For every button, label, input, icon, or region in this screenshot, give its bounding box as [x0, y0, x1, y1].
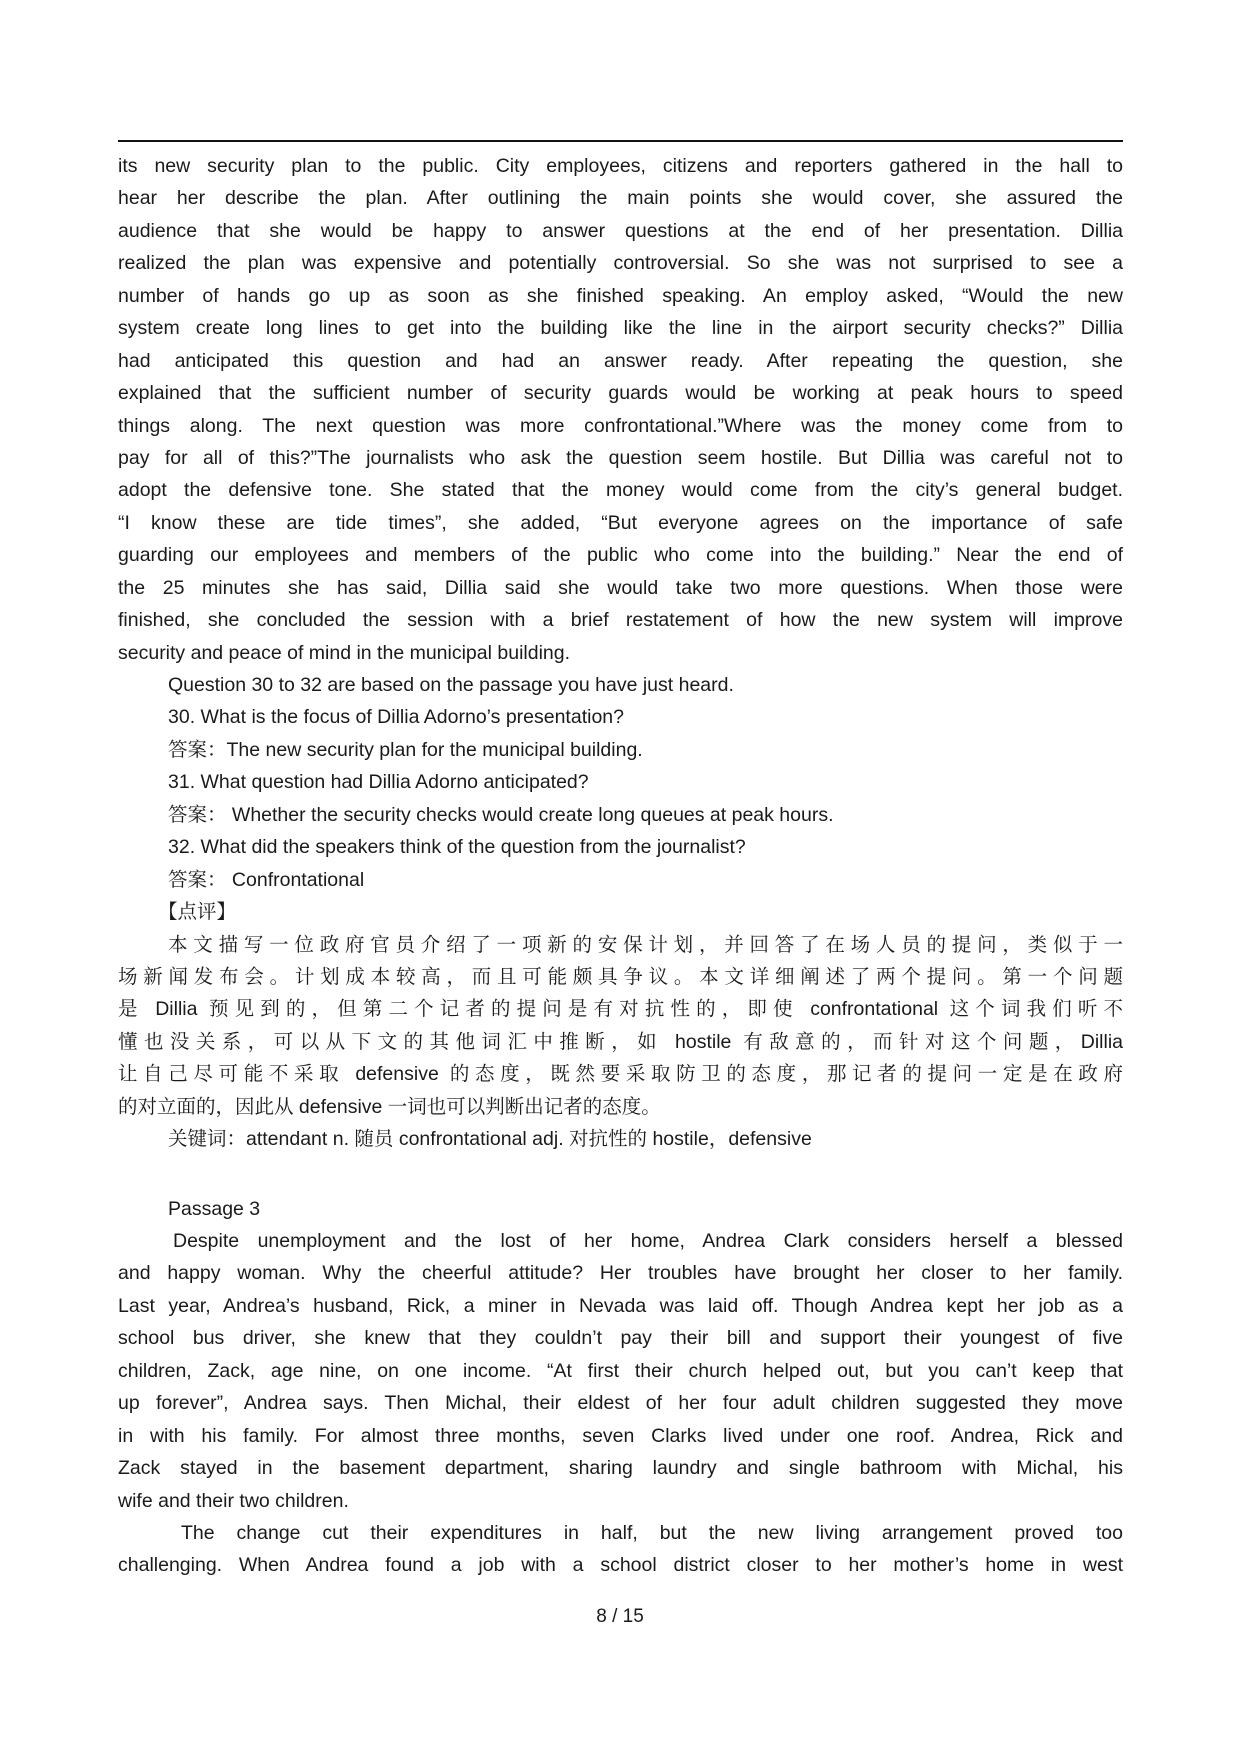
text-line: the 25 minutes she has said, Dillia said she would take two more questions. When those were: [118, 576, 1123, 599]
text-line: The change cut their expenditures in half, but the new living arrangement proved too: [181, 1521, 1123, 1544]
spacer: [118, 1156, 1123, 1193]
text-line: things along. The next question was more confrontational.”Where was the money come from to: [118, 414, 1123, 437]
text-line: realized the plan was expensive and potentially controversial. So she was not surprised to see a: [118, 252, 1123, 275]
passage-2-tail: [118, 150, 1123, 669]
text-line: security and peace of mind in the municipal building.: [118, 641, 571, 664]
text-line: Zack stayed in the basement department, sharing laundry and single bathroom with Michal, his: [118, 1457, 1123, 1480]
questions-intro: Question 30 to 32 are based on the passage you have just heard.: [168, 674, 734, 696]
text-line: in with his family. For almost three months, seven Clarks lived under one roof. Andrea, Rick and: [118, 1424, 1123, 1447]
text-line: challenging. When Andrea found a job with a school district closer to her mother’s home in west: [118, 1554, 1123, 1577]
question-32: 32. What did the speakers think of the question from the journalist?: [168, 836, 746, 859]
comment-heading: 【点评】: [158, 901, 237, 924]
passage-3-title: Passage 3: [168, 1197, 261, 1220]
text-line: guarding our employees and members of the public who come into the building.” Near the end of: [118, 544, 1123, 567]
text-line: 让自己尽可能不采取 defensive 的态度，既然要采取防卫的态度，那记者的提问一定是在政府: [118, 1063, 1123, 1086]
text-line: and happy woman. Why the cheerful attitude? Her troubles have brought her closer to her family.: [118, 1262, 1123, 1285]
text-line: wife and their two children.: [118, 1489, 349, 1512]
text-line: 场新闻发布会。计划成本较高，而且可能颇具争议。本文详细阐述了两个提问。第一个问题: [118, 965, 1123, 988]
text-line: number of hands go up as soon as she finished speaking. An employ asked, “Would the new: [118, 284, 1123, 307]
text-line: finished, she concluded the session with a brief restatement of how the new system will improve: [118, 609, 1123, 632]
text-line: pay for all of this?”The journalists who ask the question seem hostile. But Dillia was careful not to: [118, 446, 1123, 469]
passage-3-paragraph-1: [118, 1225, 1123, 1517]
answer-30: 答案：The new security plan for the municipal building.: [168, 738, 643, 761]
text-line: had anticipated this question and had an answer ready. After repeating the question, she: [118, 349, 1123, 372]
text-line: 是 Dillia 预见到的，但第二个记者的提问是有对抗性的，即使 confrontational 这个词我们听不: [118, 998, 1123, 1021]
passage-3-paragraph-2: [118, 1517, 1123, 1582]
text-line: audience that she would be happy to answer questions at the end of her presentation. Dillia: [118, 219, 1123, 242]
text-line: “I know these are tide times”, she added, “But everyone agrees on the importance of safe: [118, 511, 1123, 534]
text-line: Despite unemployment and the lost of her home, Andrea Clark considers herself a blessed: [173, 1230, 1123, 1252]
text-line: up forever”, Andrea says. Then Michal, their eldest of her four adult children suggested they move: [118, 1392, 1123, 1415]
text-line: hear her describe the plan. After outlining the main points she would cover, she assured the: [118, 187, 1123, 210]
text-line: children, Zack, age nine, on one income. “At first their church helped out, but you can’t keep that: [118, 1359, 1123, 1382]
text-line: 懂也没关系，可以从下文的其他词汇中推断，如 hostile 有敌意的，而针对这个问题，Dillia: [118, 1030, 1123, 1053]
header-rule: [118, 140, 1123, 142]
page-content: [118, 150, 1123, 1582]
keywords: 关键词：attendant n. 随员 confrontational adj. 对抗性的 hostile，defensive: [168, 1128, 812, 1151]
text-line: 本文描写一位政府官员介绍了一项新的安保计划，并回答了在场人员的提问，类似于一: [168, 933, 1123, 956]
text-line: Last year, Andrea’s husband, Rick, a miner in Nevada was laid off. Though Andrea kept her job as a: [118, 1294, 1123, 1317]
question-30: 30. What is the focus of Dillia Adorno’s presentation?: [168, 706, 624, 729]
text-line: system create long lines to get into the building like the line in the airport security checks?” Dillia: [118, 317, 1123, 340]
question-31: 31. What question had Dillia Adorno anticipated?: [168, 771, 589, 794]
answer-31: 答案： Whether the security checks would create long queues at peak hours.: [168, 803, 834, 826]
text-line: adopt the defensive tone. She stated that the money would come from the city’s general budget.: [118, 479, 1123, 502]
comment-paragraph: [118, 929, 1123, 1124]
answer-32: 答案： Confrontational: [168, 868, 365, 891]
text-line: school bus driver, she knew that they couldn’t pay their bill and support their youngest of five: [118, 1327, 1123, 1350]
text-line: 的对立面的，因此从 defensive 一词也可以判断出记者的态度。: [118, 1095, 661, 1118]
text-line: explained that the sufficient number of security guards would be working at peak hours to speed: [118, 382, 1123, 405]
text-line: its new security plan to the public. City employees, citizens and reporters gathered in the hall to: [118, 155, 1123, 177]
page-number: 8 / 15: [596, 1606, 644, 1627]
